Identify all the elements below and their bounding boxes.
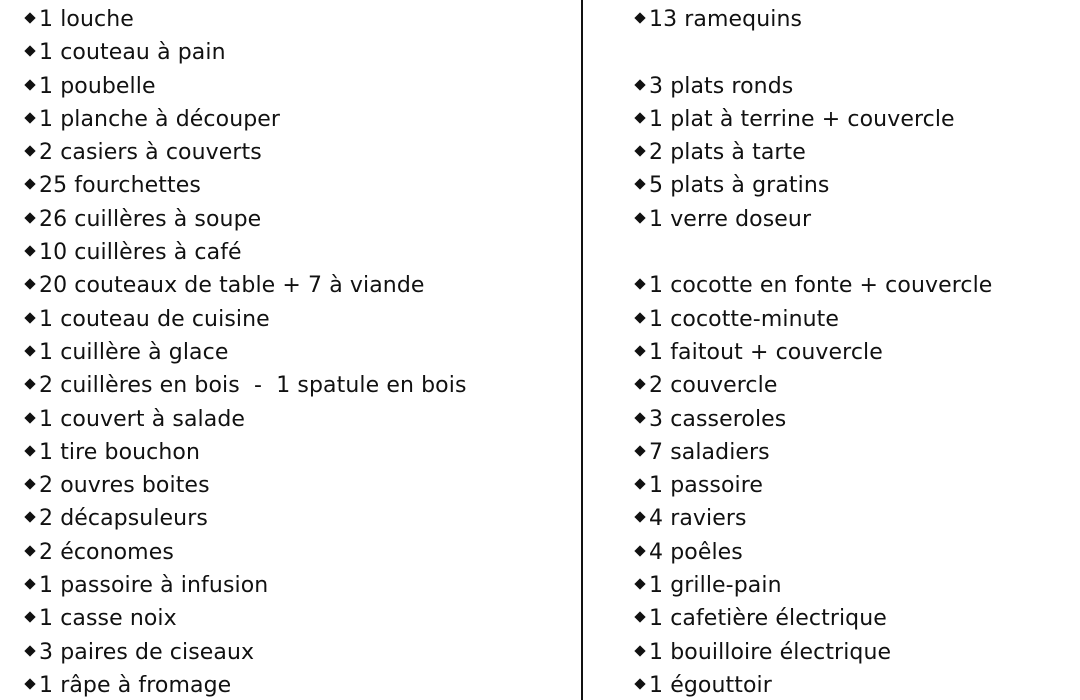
list-item: 1 couteau de cuisine bbox=[24, 303, 467, 336]
list-spacer bbox=[634, 36, 992, 69]
diamond-bullet-icon bbox=[24, 645, 35, 656]
list-item: 1 grille-pain bbox=[634, 569, 992, 602]
list-item: 2 couvercle bbox=[634, 369, 992, 402]
diamond-bullet-icon bbox=[634, 578, 645, 589]
diamond-bullet-icon bbox=[24, 412, 35, 423]
diamond-bullet-icon bbox=[24, 279, 35, 290]
list-item: 25 fourchettes bbox=[24, 169, 467, 202]
list-item: 1 râpe à fromage bbox=[24, 669, 467, 700]
diamond-bullet-icon bbox=[634, 345, 645, 356]
diamond-bullet-icon bbox=[634, 445, 645, 456]
list-item: 7 saladiers bbox=[634, 436, 992, 469]
diamond-bullet-icon bbox=[634, 179, 645, 190]
diamond-bullet-icon bbox=[634, 612, 645, 623]
diamond-bullet-icon bbox=[634, 279, 645, 290]
diamond-bullet-icon bbox=[24, 578, 35, 589]
list-item: 1 passoire bbox=[634, 469, 992, 502]
list-item: 1 louche bbox=[24, 3, 467, 36]
list-item: 1 couvert à salade bbox=[24, 403, 467, 436]
list-item: 1 planche à découper bbox=[24, 103, 467, 136]
list-item: 3 casseroles bbox=[634, 403, 992, 436]
diamond-bullet-icon bbox=[24, 545, 35, 556]
list-item: 2 casiers à couverts bbox=[24, 136, 467, 169]
list-item: 2 ouvres boites bbox=[24, 469, 467, 502]
diamond-bullet-icon bbox=[24, 245, 35, 256]
list-item: 1 casse noix bbox=[24, 602, 467, 635]
left-item-list bbox=[24, 3, 467, 700]
column-divider bbox=[581, 0, 583, 700]
diamond-bullet-icon bbox=[24, 112, 35, 123]
list-item: 1 tire bouchon bbox=[24, 436, 467, 469]
list-item: 1 cocotte en fonte + couvercle bbox=[634, 269, 992, 302]
diamond-bullet-icon bbox=[634, 478, 645, 489]
diamond-bullet-icon bbox=[634, 112, 645, 123]
list-item: 1 bouilloire électrique bbox=[634, 636, 992, 669]
diamond-bullet-icon bbox=[24, 478, 35, 489]
list-item: 5 plats à gratins bbox=[634, 169, 992, 202]
list-item: 3 paires de ciseaux bbox=[24, 636, 467, 669]
list-item: 3 plats ronds bbox=[634, 70, 992, 103]
diamond-bullet-icon bbox=[24, 46, 35, 57]
diamond-bullet-icon bbox=[634, 312, 645, 323]
diamond-bullet-icon bbox=[634, 379, 645, 390]
diamond-bullet-icon bbox=[24, 212, 35, 223]
list-item: 26 cuillères à soupe bbox=[24, 203, 467, 236]
diamond-bullet-icon bbox=[24, 512, 35, 523]
list-item: 10 cuillères à café bbox=[24, 236, 467, 269]
list-item: 1 égouttoir bbox=[634, 669, 992, 700]
diamond-bullet-icon bbox=[24, 612, 35, 623]
list-item: 1 cafetière électrique bbox=[634, 602, 992, 635]
diamond-bullet-icon bbox=[24, 379, 35, 390]
diamond-bullet-icon bbox=[634, 12, 645, 23]
list-item: 4 raviers bbox=[634, 502, 992, 535]
diamond-bullet-icon bbox=[634, 512, 645, 523]
list-item: 1 plat à terrine + couvercle bbox=[634, 103, 992, 136]
list-item: 1 cuillère à glace bbox=[24, 336, 467, 369]
list-spacer bbox=[634, 236, 992, 269]
diamond-bullet-icon bbox=[24, 345, 35, 356]
diamond-bullet-icon bbox=[24, 79, 35, 90]
list-item: 1 couteau à pain bbox=[24, 36, 467, 69]
list-item: 1 passoire à infusion bbox=[24, 569, 467, 602]
diamond-bullet-icon bbox=[24, 678, 35, 689]
diamond-bullet-icon bbox=[634, 545, 645, 556]
list-item: 2 décapsuleurs bbox=[24, 502, 467, 535]
list-item: 2 plats à tarte bbox=[634, 136, 992, 169]
diamond-bullet-icon bbox=[634, 79, 645, 90]
diamond-bullet-icon bbox=[634, 645, 645, 656]
list-item: 1 verre doseur bbox=[634, 203, 992, 236]
list-item: 2 économes bbox=[24, 536, 467, 569]
diamond-bullet-icon bbox=[24, 445, 35, 456]
list-item: 1 faitout + couvercle bbox=[634, 336, 992, 369]
diamond-bullet-icon bbox=[24, 146, 35, 157]
diamond-bullet-icon bbox=[634, 146, 645, 157]
list-item: 13 ramequins bbox=[634, 3, 992, 36]
diamond-bullet-icon bbox=[634, 412, 645, 423]
diamond-bullet-icon bbox=[24, 12, 35, 23]
list-item: 4 poêles bbox=[634, 536, 992, 569]
list-item: 20 couteaux de table + 7 à viande bbox=[24, 269, 467, 302]
diamond-bullet-icon bbox=[24, 179, 35, 190]
list-item: 1 poubelle bbox=[24, 70, 467, 103]
list-item: 2 cuillères en bois - 1 spatule en bois bbox=[24, 369, 467, 402]
diamond-bullet-icon bbox=[634, 678, 645, 689]
right-item-list bbox=[634, 3, 992, 700]
diamond-bullet-icon bbox=[24, 312, 35, 323]
list-item: 1 cocotte-minute bbox=[634, 303, 992, 336]
diamond-bullet-icon bbox=[634, 212, 645, 223]
